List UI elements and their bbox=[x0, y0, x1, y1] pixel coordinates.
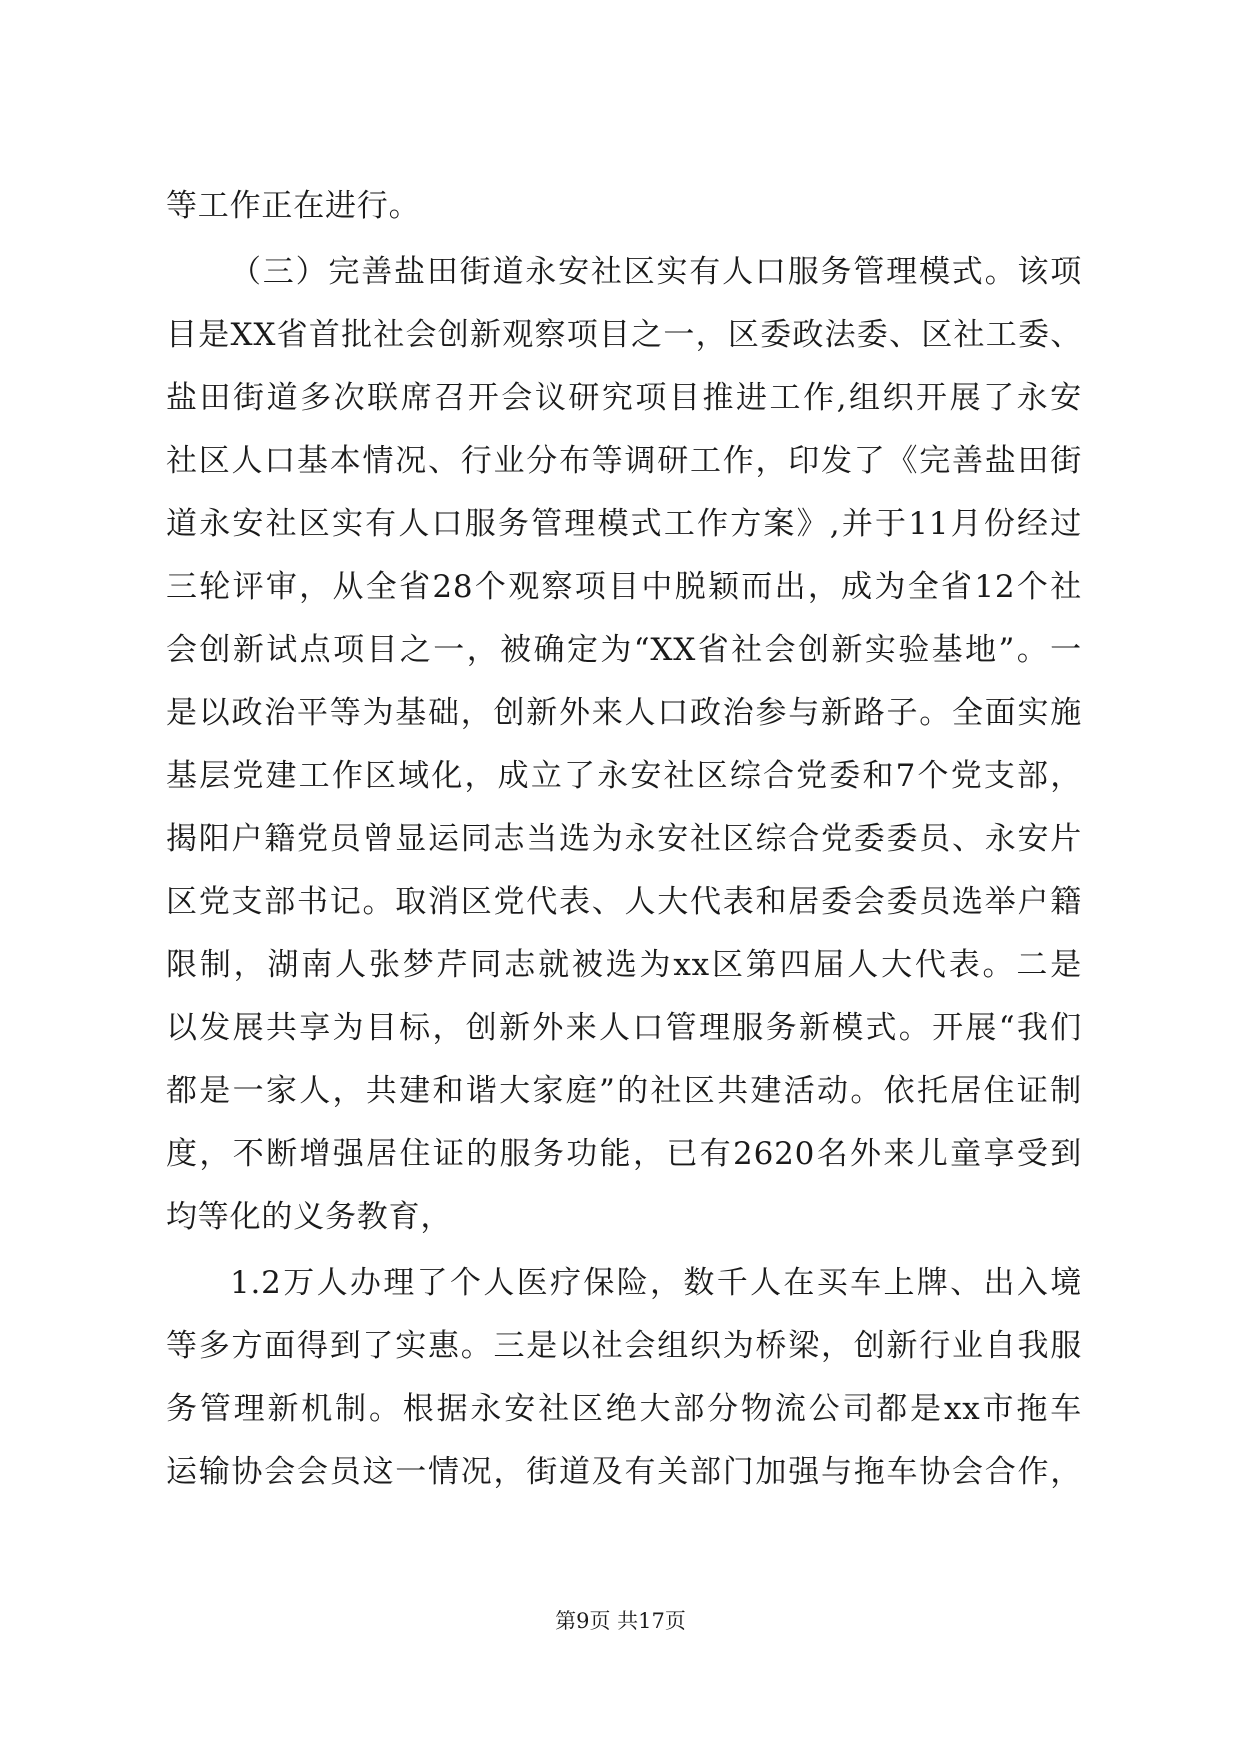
text-line-9: 是以政治平等为基础，创新外来人口政治参与新路子。全面实施 bbox=[166, 695, 1082, 731]
text-line-13: 限制，湖南人张梦芹同志就被选为xx区第四届人大代表。二是 bbox=[166, 947, 1082, 983]
text-line-19: 等多方面得到了实惠。三是以社会组织为桥梁，创新行业自我服 bbox=[166, 1328, 1082, 1364]
text-line-5: 社区人口基本情况、行业分布等调研工作，印发了《完善盐田街 bbox=[166, 443, 1082, 479]
text-line-18: 1.2万人办理了个人医疗保险，数千人在买车上牌、出入境 bbox=[230, 1265, 1082, 1301]
text-line-8: 会创新试点项目之一，被确定为“XX省社会创新实验基地”。一 bbox=[166, 632, 1082, 668]
text-line-4: 盐田街道多次联席召开会议研究项目推进工作,组织开展了永安 bbox=[166, 380, 1082, 416]
text-line-20: 务管理新机制。根据永安社区绝大部分物流公司都是xx市拖车 bbox=[166, 1391, 1082, 1427]
text-line-15: 都是一家人，共建和谐大家庭”的社区共建活动。依托居住证制 bbox=[166, 1073, 1082, 1109]
page-number-footer: 第9页 共17页 bbox=[555, 1609, 686, 1633]
text-line-3: 目是XX省首批社会创新观察项目之一，区委政法委、区社工委、 bbox=[166, 317, 1082, 353]
text-line-21: 运输协会会员这一情况，街道及有关部门加强与拖车协会合作， bbox=[166, 1454, 1082, 1490]
text-line-17: 均等化的义务教育， bbox=[166, 1199, 453, 1235]
text-line-1: 等工作正在进行。 bbox=[166, 188, 421, 224]
text-line-2: （三）完善盐田街道永安社区实有人口服务管理模式。该项 bbox=[230, 254, 1082, 290]
text-line-16: 度，不断增强居住证的服务功能，已有2620名外来儿童享受到 bbox=[166, 1136, 1082, 1172]
text-line-14: 以发展共享为目标，创新外来人口管理服务新模式。开展“我们 bbox=[166, 1010, 1082, 1046]
text-line-6: 道永安社区实有人口服务管理模式工作方案》,并于11月份经过 bbox=[166, 506, 1082, 542]
text-line-10: 基层党建工作区域化，成立了永安社区综合党委和7个党支部， bbox=[166, 758, 1082, 794]
text-line-7: 三轮评审，从全省28个观察项目中脱颖而出，成为全省12个社 bbox=[166, 569, 1082, 605]
text-line-12: 区党支部书记。取消区党代表、人大代表和居委会委员选举户籍 bbox=[166, 884, 1082, 920]
text-line-11: 揭阳户籍党员曾显运同志当选为永安社区综合党委委员、永安片 bbox=[166, 821, 1082, 857]
